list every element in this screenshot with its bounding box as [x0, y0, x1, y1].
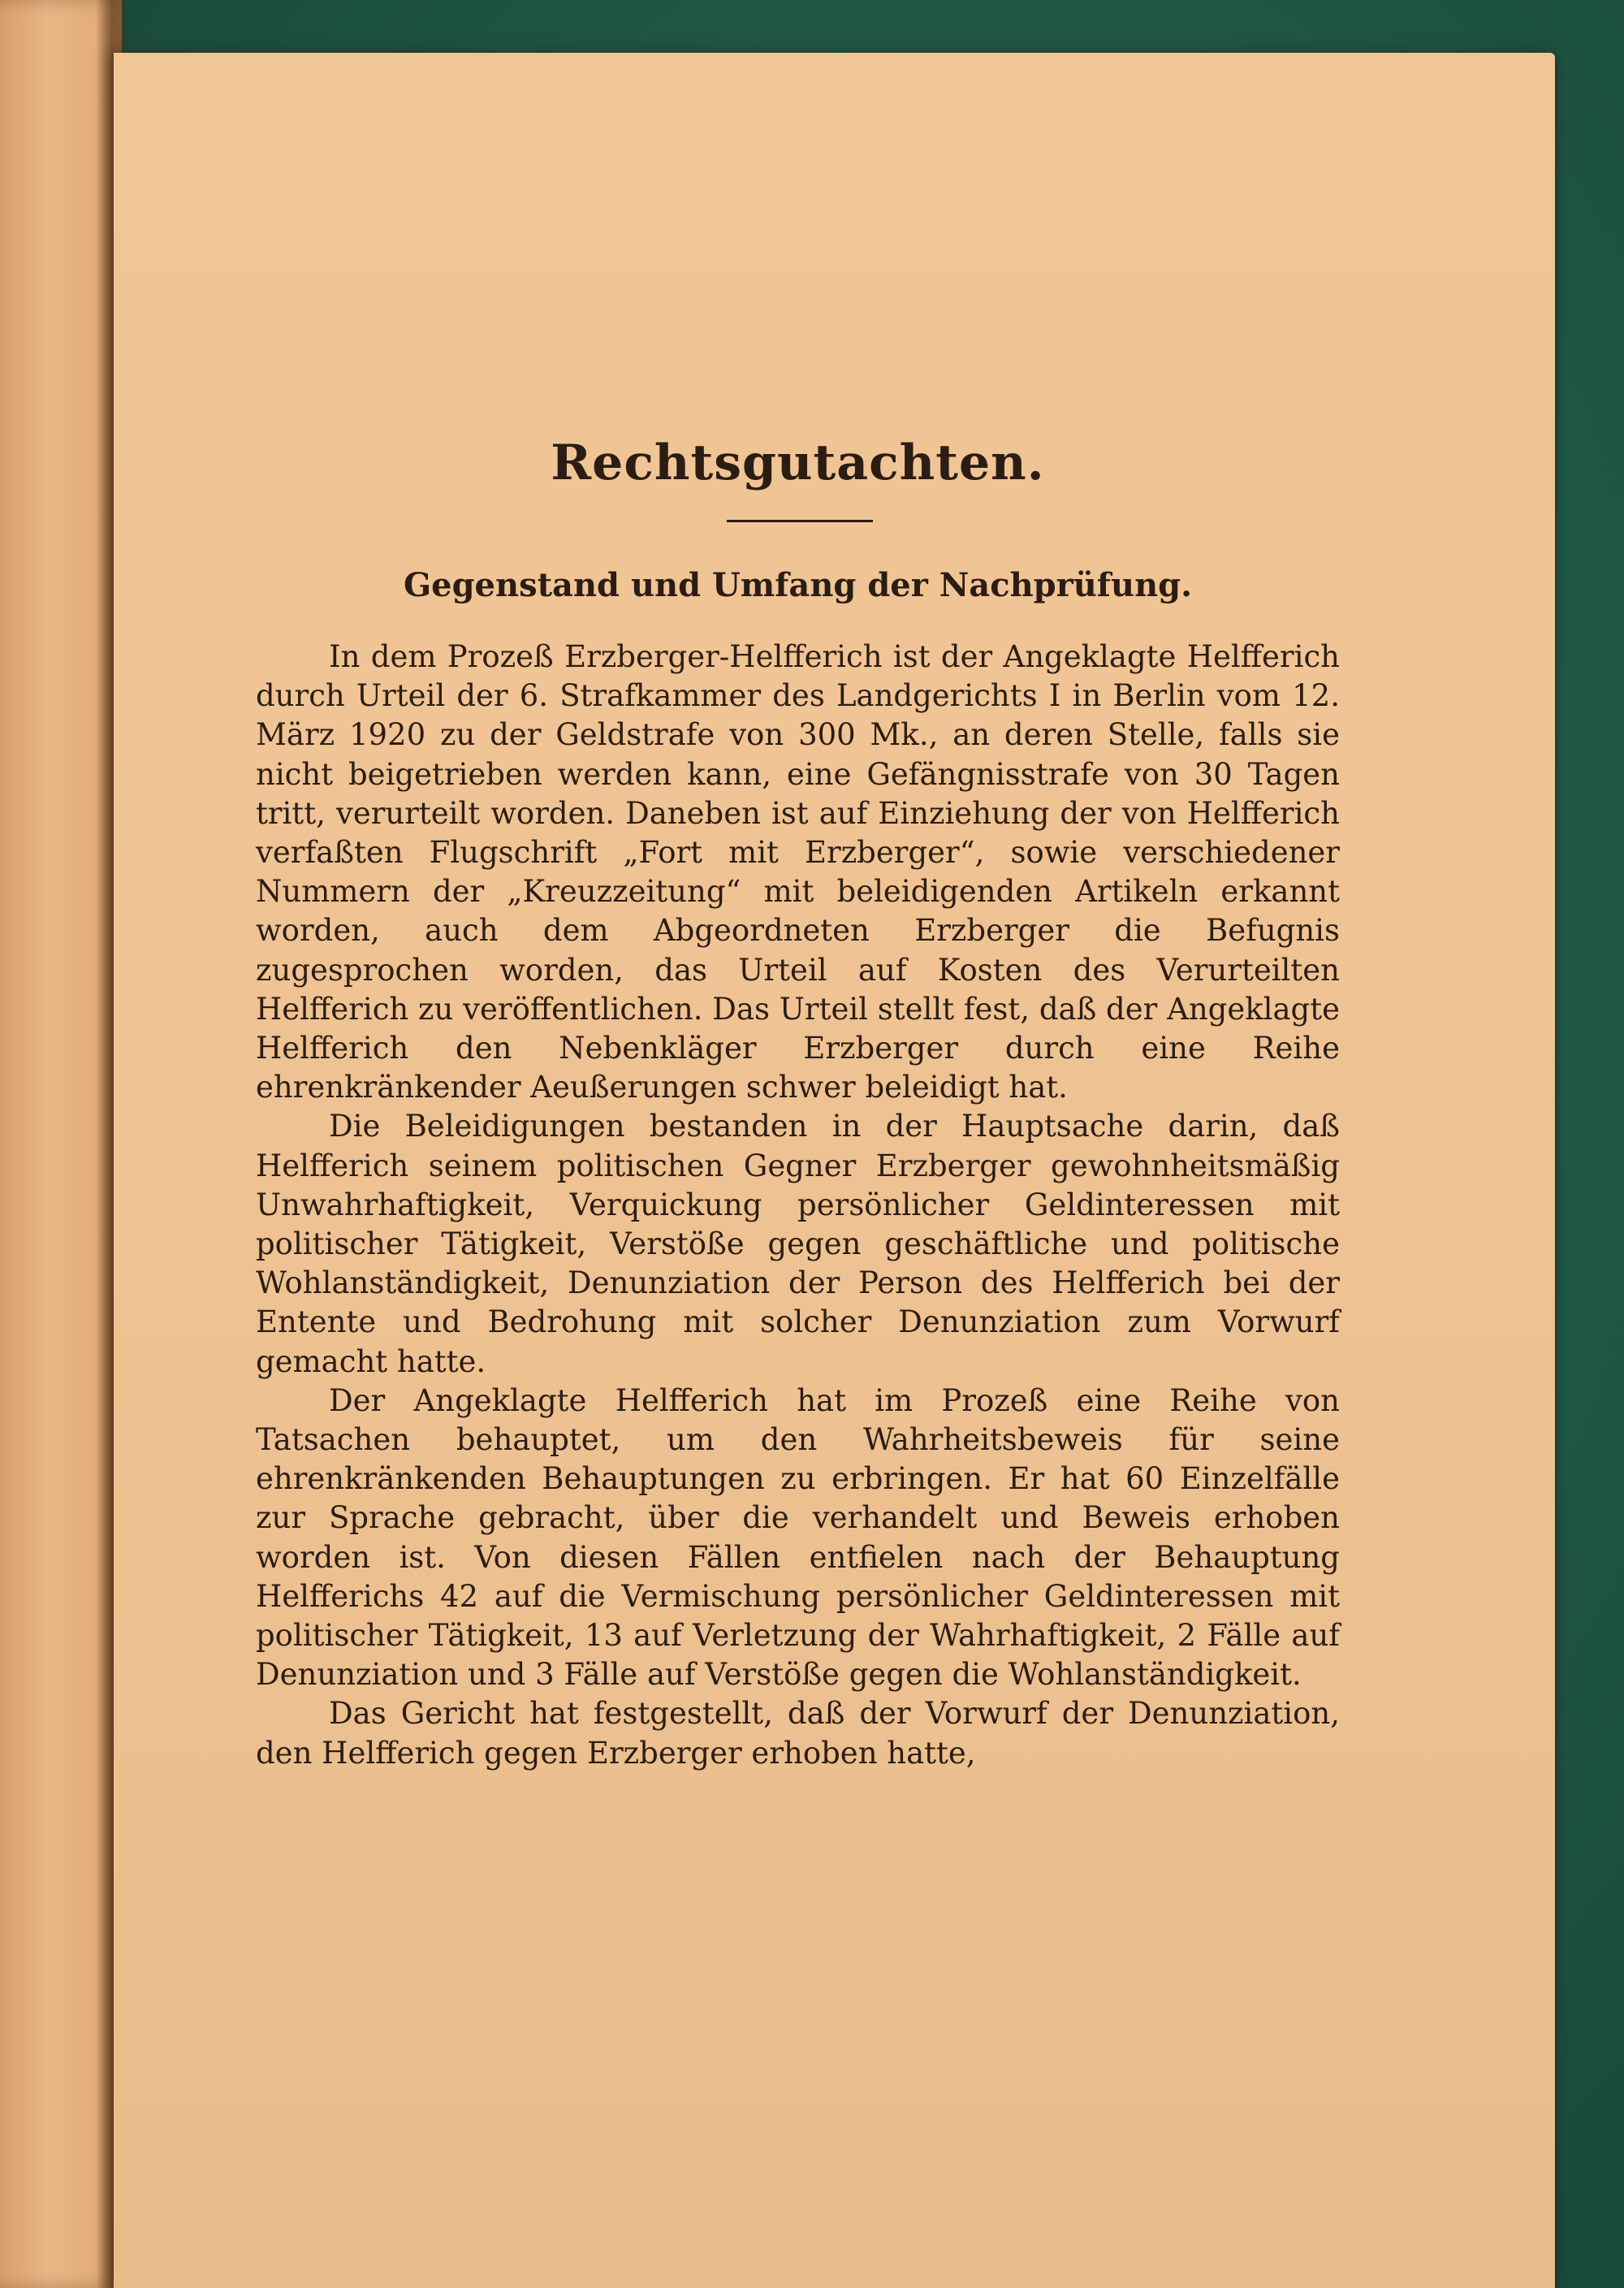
title-divider: [727, 520, 873, 522]
book-page: [114, 53, 1555, 2288]
paragraph: In dem Prozeß Erzberger-Helfferich ist der Angeklagte Helfferich durch Urteil der 6. Strafkammer des Landgerichts I in Berlin vom 12. März 1920 zu der Geldstrafe von 300 Mk., an deren Stelle, falls sie nicht beigetrieben werden kann, eine Gefängnisstrafe von 30 Tagen tritt, verurteilt worden. Daneben ist auf Einziehung der von Helfferich verfaßten Flugschrift „Fort mit Erzberger“, sowie verschiedener Nummern der „Kreuzzeitung“ mit beleidigenden Artikeln erkannt worden, auch dem Abgeordneten Erzberger die Befugnis zugesprochen worden, das Urteil auf Kosten des Verurteilten Helfferich zu veröffentlichen. Das Urteil stellt fest, daß der Angeklagte Helfferich den Nebenkläger Erzberger durch eine Reihe ehrenkränkender Aeußerungen schwer beleidigt hat.: [256, 639, 1340, 1105]
section-heading: Gegenstand und Umfang der Nachprüfung.: [403, 566, 1193, 604]
page-title: Rechtsgutachten.: [551, 435, 1045, 491]
paragraph: Der Angeklagte Helfferich hat im Prozeß eine Reihe von Tatsachen behauptet, um den Wahrheitsbeweis für seine ehrenkränkenden Behauptungen zu erbringen. Er hat 60 Einzelfälle zur Sprache gebracht, über die verhandelt und Beweis erhoben worden ist. Von diesen Fällen entfielen nach der Behauptung Helfferichs 42 auf die Vermischung persönlicher Geldinteressen mit politischer Tätigkeit, 13 auf Verletzung der Wahrhaftigkeit, 2 Fälle auf Denunziation und 3 Fälle auf Verstöße gegen die Wohlanständigkeit.: [256, 1382, 1340, 1693]
paragraph: Die Beleidigungen bestanden in der Hauptsache darin, daß Helfferich seinem politischen Gegner Erzberger gewohnheitsmäßig Unwahrhaftigkeit, Verquickung persönlicher Geldinteressen mit politischer Tätigkeit, Verstöße gegen geschäftliche und politische Wohlanständigkeit, Denunziation der Person des Helfferich bei der Entente und Bedrohung mit solcher Denunziation zum Vorwurf gemacht hatte.: [256, 1109, 1340, 1379]
body-text: [256, 638, 1340, 1773]
paragraph: Das Gericht hat festgestellt, daß der Vorwurf der Denunziation, den Helfferich gegen Erzberger erhoben hatte,: [256, 1696, 1340, 1771]
